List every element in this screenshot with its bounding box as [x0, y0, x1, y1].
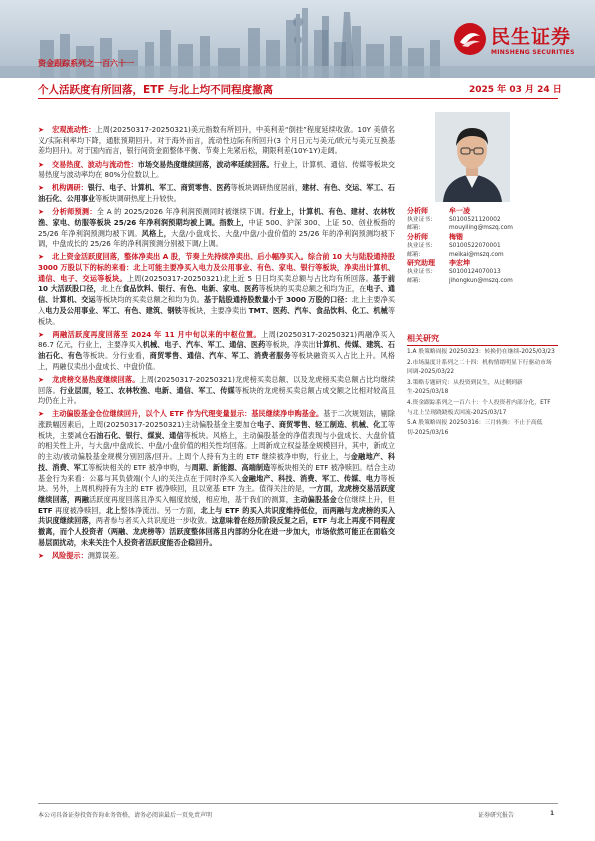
body-paragraph	[38, 375, 395, 407]
bullet-arrow-icon: ➤	[38, 183, 44, 193]
paragraph-text: 机械、电子、汽车、军工、通信、医药	[142, 340, 266, 350]
paragraph-text: 等板块。分行业看，	[82, 351, 150, 361]
related-research-list	[407, 348, 557, 439]
paragraph-text: 大盘/小盘成长、大盘/中盘/小盘价值的 25/26 年的净利润预测均被下调，中盘成长的 25/26 年的净利润预测分别被下调/上调。	[38, 228, 395, 249]
analyst-certificate-label: 执业证书:	[407, 216, 433, 223]
analyst-certificate: S0100522070001	[449, 242, 501, 249]
paragraph-text: 石油石化、银行、煤炭、通信	[89, 430, 184, 440]
paragraph-text: 北上与 ETF 的买入共识度维持低位，而两融与龙虎榜的买入共识度继续回落，	[38, 505, 395, 526]
paragraph-text: 计算机、传媒、建筑、石油石化、有色	[38, 340, 395, 361]
body-paragraph	[38, 330, 395, 373]
analyst-role: 分析师	[407, 207, 428, 215]
paragraph-text: 等板块相关的 ETF 被净申购，与	[88, 462, 192, 472]
paragraph-text: 等板块融资买入占比上升。风格上，两融仅卖出小盘成长、中盘价值。	[38, 351, 395, 371]
bullet-arrow-icon: ➤	[38, 374, 44, 384]
paragraph-text: 整体净流出。另一方面，	[120, 505, 201, 515]
paragraph-text: 电力及公用事业、军工、有色、建筑、钢铁	[45, 305, 182, 315]
paragraph-heading: 分析师预测：	[52, 207, 97, 217]
title-divider	[38, 98, 558, 99]
paragraph-text: 建材、有色、交运、军工、石油石化、公用事业	[38, 183, 395, 203]
analyst-certificate-line	[407, 268, 557, 277]
analyst-info	[407, 207, 557, 285]
minsheng-logo-icon	[453, 22, 487, 56]
analyst-name-line	[407, 233, 557, 242]
analyst-email-line	[407, 251, 557, 260]
analyst-role: 分析师	[407, 233, 428, 242]
related-research-item[interactable]: 3.策略专题研究：从投资到民生，从过剩到新生-2025/03/18	[407, 379, 523, 396]
related-divider	[407, 345, 558, 346]
paragraph-text: 等板块相关的 ETF 被净赎回。结合主动基金行为来看：公募与其负债端(个人)的关注点在于同时净买入	[38, 462, 395, 483]
paragraph-text: 金融地产、科技、消费、军工	[38, 452, 395, 472]
paragraph-heading: 龙虎榜交易热度继续回落。	[52, 374, 140, 384]
header-banner	[0, 0, 595, 78]
paragraph-text: 行业上，计算机、通信、传媒等板块交易热度与波动率均在 80%分位数以上。	[38, 159, 395, 180]
body-paragraph	[38, 207, 395, 250]
body-paragraph	[38, 125, 395, 157]
brand-name-en: MINSHENG SECURITIES	[491, 49, 575, 56]
paragraph-text: 等板块，主要减仓	[38, 420, 395, 440]
paragraph-text: 仓位继续上升，但	[336, 494, 395, 504]
analyst-email-label: 邮箱:	[407, 251, 421, 258]
paragraph-text: 基于前 10 大活跃股口径，	[38, 273, 395, 294]
paragraph-text: 周期、新能源、高端制造	[191, 462, 271, 472]
related-research-item[interactable]: 2.市场温度计系列之二十四：机构情绪明显下行驱动市场回调-2025/03/22	[407, 359, 552, 376]
paragraph-heading: 风险提示：	[52, 550, 88, 560]
page-number: 1	[550, 810, 555, 817]
paragraph-text: 上周(20250317-20250321)两融净买入 86.7 亿元，行业上，主要净买入	[38, 329, 395, 350]
paragraph-text: 上周(20250317-20250321)北上近 5 日日均买卖总额与占比均有所回落。	[126, 273, 374, 283]
paragraph-text: 等板块的买卖总额之和均为正，在	[258, 284, 367, 294]
paragraph-text: 等板块。	[38, 305, 395, 326]
paragraph-text: 行业上，计算机、有色、建材、农林牧渔、家电、纺服等板块 25/26 年净利润预期均被上调。指数上，	[38, 207, 395, 227]
paragraph-text: 北上主要净买入	[38, 295, 395, 315]
body-paragraph	[38, 551, 395, 562]
related-research-item[interactable]: 5.A 股策略周报 20250316：三月转换：不止于高低切-2025/03/16	[407, 420, 543, 436]
analyst-certificate-line	[407, 242, 557, 251]
paragraph-text: 等板块。风格上，主动偏股基金的净值表现与小盘成长、大盘价值的相关性上升，与大盘/中盘成长、中盘/小盘价值的相关性均回落。上周新成立权益基金规模回升，其中，新成立的主动/被动偏股基金规模分别回落/回升。上周个人持有为主的 ETF 继续被净申购，行业上，与	[38, 430, 395, 462]
related-research-title: 相关研究	[407, 334, 439, 343]
paragraph-text: 等板块调研热度居前，	[230, 183, 303, 193]
body-paragraph	[38, 409, 395, 548]
paragraph-text: 再度被净赎回，	[52, 505, 106, 515]
paragraph-text: 金融地产、科技、消费、军工、传媒、电力	[241, 473, 381, 483]
paragraph-text: 这意味着在经历阶段反复之后，ETF 与北上再度不同程度撤离，而个人投资者（两融、龙虎榜等）活跃度整体回落且内部的分化在进一步加大，市场依然可能正在面临交易层面扰动，未来关注个人投资者活跃度能否企稳回升。	[38, 516, 395, 547]
paragraph-text: 风格上，	[141, 228, 172, 238]
paragraph-text: 行业层面，轻工、农林牧渔、电新、通信、军工、传媒	[59, 385, 235, 395]
bullet-arrow-icon: ➤	[38, 125, 44, 134]
analyst-certificate-label: 执业证书:	[407, 242, 433, 249]
analyst-role: 研究助理	[407, 259, 435, 268]
analyst-certificate: S0100124070013	[449, 268, 501, 275]
analyst-portrait-image	[435, 112, 510, 202]
analyst-photo	[435, 112, 510, 202]
paragraph-text: 等板块。另外，上周机构持有为主的 ETF 被净赎回，且以宽基 ETF 为主。值得关注的是，	[38, 473, 395, 494]
analyst-email-label: 邮箱:	[407, 277, 421, 284]
paragraph-text: 电子、商贸零售、轻工制造、机械、化工	[257, 420, 388, 430]
paragraph-text: 两者参与者买入共识度进一步收敛。	[95, 516, 212, 526]
analyst-name-line	[407, 207, 557, 216]
analyst-name: 李宏坤	[449, 259, 470, 268]
paragraph-text: 上周(20250317-20250321)龙虎榜买卖总额、以及龙虎榜买卖总额占比均继续回落。	[38, 374, 395, 395]
paragraph-text: 中证 500、沪深 300、上证 50、创业板指的 25/26 年净利润预测均被下调。	[38, 217, 395, 238]
paragraph-heading: 两融活跃度再度回落至 2024 年 11 月中旬以来的中枢位置。	[52, 329, 262, 339]
paragraph-text: 测算误差。	[87, 550, 124, 560]
paragraph-text: 电子、通信、计算机、交运	[38, 284, 395, 305]
brand-logo	[453, 22, 583, 64]
paragraph-heading: 机构调研：	[52, 183, 88, 193]
bullet-arrow-icon: ➤	[38, 329, 44, 339]
paragraph-text: 市场交易热度继续回落，波动率延续回落。	[137, 159, 274, 169]
bullet-arrow-icon: ➤	[38, 550, 44, 560]
footer-report-type: 证券研究报告	[478, 812, 515, 819]
footer-disclaimer: 本公司具备证券投资咨询业务资格，请务必阅读最后一页免责声明	[38, 812, 213, 819]
paragraph-heading: 北上资金活跃度回落，整体净卖出 A 股，节奏上先持续净卖出、后小幅净买入。综合前 10 大与陆股通持股 3000 万股以下的标的来看：北上可能主要净买入电力及公用事业、有色、家电、银行等板块，净卖出计算机、通信、电子、交运等板块。	[38, 252, 395, 283]
paragraph-text: TMT、医药、汽车、食品饮料、化工、机械	[248, 305, 388, 315]
analyst-name: 牟一凌	[449, 207, 470, 215]
paragraph-heading: 宏观流动性：	[52, 125, 96, 134]
bullet-arrow-icon: ➤	[38, 252, 44, 262]
paragraph-text: 基于二次规划法，剔除涨跌幅因素后，上周(20250317-20250321)主动偏股基金主要加仓	[38, 409, 395, 430]
analyst-email-label: 邮箱:	[407, 225, 421, 232]
analyst-name: 梅锴	[449, 233, 463, 242]
bullet-arrow-icon: ➤	[38, 207, 44, 217]
bullet-arrow-icon: ➤	[38, 409, 44, 419]
report-series: 资金跟踪系列之一百六十一	[38, 59, 134, 68]
body-paragraph	[38, 252, 395, 327]
footer-divider	[38, 803, 558, 804]
paragraph-heading: 交易热度、波动与流动性：	[52, 159, 138, 169]
body-paragraph	[38, 160, 395, 181]
paragraph-text: 上周(20250317-20250321)美元指数有所回升，中美利差“倒挂”程度延续收敛。10Y 美债名义/实际利率均下降，通胀预期回升。对于海外而言，流动性边际有所回升(3 个月日元与美元/欧元与美元互换基差均回升)。对于国内而言，银行间资金面整体平衡、节奏上先紧后松，期限利差(10Y-1Y)走阔。	[38, 125, 395, 156]
report-body	[38, 125, 395, 564]
paragraph-text: 商贸零售、通信、汽车、军工、消费者服务	[149, 351, 292, 361]
paragraph-text: 等板块，净卖出	[265, 340, 316, 350]
paragraph-text: 等板块均的买卖总额之和均为负。	[95, 295, 205, 305]
report-date: 2025 年 03 月 24 日	[469, 85, 562, 95]
related-research-item[interactable]: 4.资金跟踪系列之一百六十：个人投资者内部分化，ETF 与北上呈现跷跷板式回流-2025/03/17	[407, 399, 551, 416]
analyst-email[interactable]: meikai@mszq.com	[449, 251, 504, 258]
paragraph-text: 基于陆股通持股数量小于 3000 万股的口径：	[204, 295, 352, 305]
related-research-item[interactable]: 1.A 股策略周报 20250323：转换仍在继续-2025/03/23	[407, 349, 555, 355]
analyst-email-line	[407, 224, 557, 233]
bullet-arrow-icon: ➤	[38, 159, 44, 169]
paragraph-text: ETF	[38, 505, 53, 515]
paragraph-text: 北上	[105, 505, 121, 515]
paragraph-text: 一方面，龙虎榜交易活跃度继续回落，两融	[38, 484, 395, 504]
analyst-certificate-label: 执业证书:	[407, 268, 433, 275]
paragraph-text: 等板块调研热度上升较快。	[95, 194, 181, 203]
analyst-certificate: S0100521120002	[449, 216, 501, 223]
analyst-email-line	[407, 277, 557, 286]
analyst-name-line	[407, 259, 557, 268]
analyst-email[interactable]: jihongkun@mszq.com	[449, 277, 513, 284]
paragraph-text: 等板块的龙虎榜买卖总额占成交额之比相对较高且均仍在上升。	[38, 385, 395, 406]
paragraph-text: 活跃度再度回落且净买入幅度放缓，相应地，基于我们的测算，	[89, 494, 294, 504]
brand-name-cn: 民生证券	[491, 26, 572, 48]
paragraph-heading: 主动偏股基金仓位继续回升，以个人 ETF 作为代理变量显示：基民继续净申购基金。	[52, 409, 324, 419]
report-title: 个人活跃度有所回落，ETF 与北上均不同程度撤离	[38, 84, 274, 96]
paragraph-text: 食品饮料、银行、有色、电新、家电、医药	[122, 284, 259, 294]
paragraph-text: 全 A 的 2025/2026 年净利润预测同时被继续下调。	[96, 207, 270, 217]
analyst-email[interactable]: mouyiling@mszq.com	[449, 225, 513, 232]
paragraph-text: 主动偏股基金	[293, 494, 337, 504]
paragraph-text: 银行、电子、计算机、军工、商贸零售、医药	[87, 183, 231, 193]
analyst-certificate-line	[407, 216, 557, 225]
paragraph-text: 等板块，主要净卖出	[181, 305, 249, 315]
body-paragraph	[38, 183, 395, 204]
paragraph-text: 北上在	[100, 284, 123, 294]
